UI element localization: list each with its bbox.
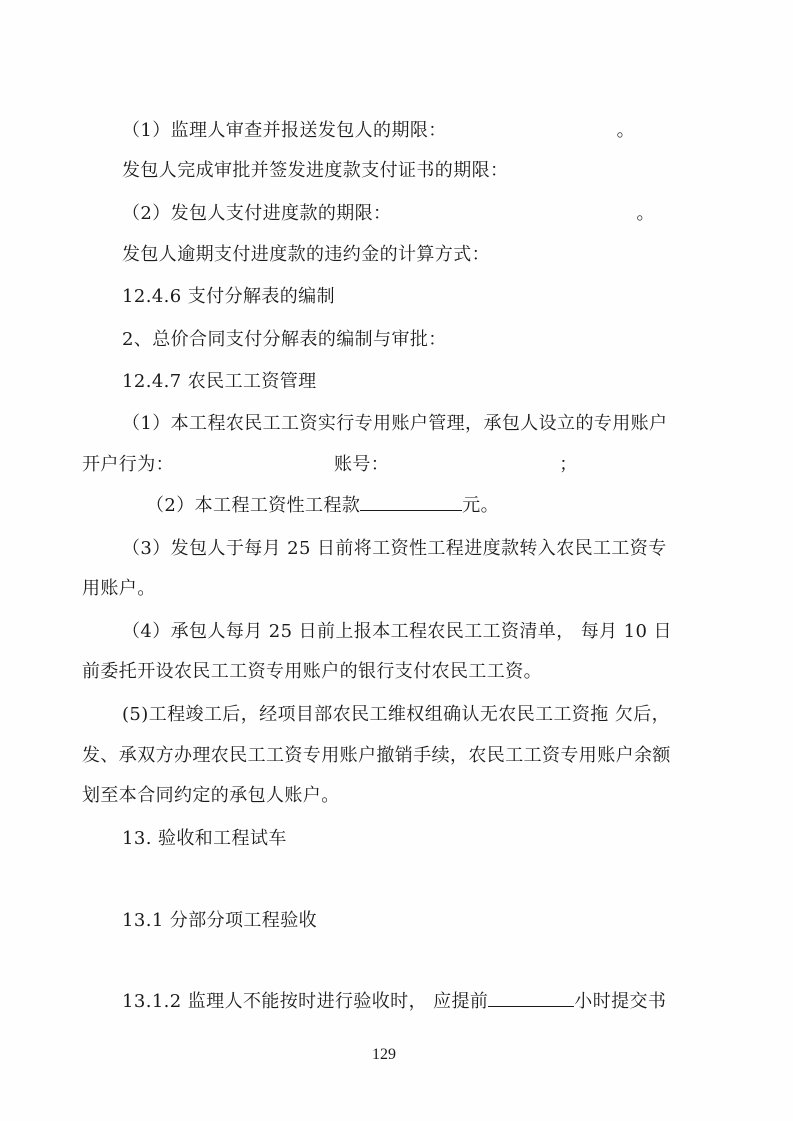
clause-completion-3	[82, 784, 340, 808]
text: 2、总价合同支付分解表的编制与审批：	[122, 329, 447, 350]
heading-13-1	[122, 909, 317, 933]
clause-wage-transfer-1	[122, 537, 667, 561]
clause-payment-deadline	[122, 202, 655, 226]
text: 前委托开设农民工工资专用账户的银行支付农民工工资。	[82, 661, 542, 682]
clause-wage-transfer-2	[82, 577, 156, 601]
clause-wage-list-2	[82, 660, 542, 684]
text: 13.1.2 监理人不能按时进行验收时， 应提前	[122, 991, 489, 1012]
heading-12-4-6	[122, 285, 335, 309]
text: （1）监理人审查并报送发包人的期限：	[122, 120, 447, 141]
clause-wage-amount	[146, 492, 499, 518]
text: (5)工程竣工后，经项目部农民工维权组确认无农民工工资拖 欠后，	[122, 704, 671, 725]
text: 13. 验收和工程试车	[122, 828, 287, 849]
clause-13-1-2	[122, 988, 666, 1014]
text: （2）本工程工资性工程款	[146, 495, 361, 516]
text: ；	[559, 454, 578, 475]
clause-late-penalty	[122, 243, 490, 267]
text: 12.4.6 支付分解表的编制	[122, 286, 335, 307]
text: 账号：	[334, 454, 390, 475]
text: （3）发包人于每月 25 日前将工资性工程进度款转入农民工工资专	[122, 538, 667, 559]
heading-13	[122, 827, 287, 851]
page-number: 129	[372, 1046, 396, 1063]
text: 。	[616, 120, 636, 141]
text: （1）本工程农民工工资实行专用账户管理，承包人设立的专用账户	[122, 413, 668, 434]
text: 小时提交书	[574, 991, 667, 1012]
text: 划至本合同约定的承包人账户。	[82, 785, 340, 806]
clause-lump-sum-schedule	[122, 328, 447, 352]
text: 用账户。	[82, 578, 156, 599]
text: （2）发包人支付进度款的期限：	[122, 203, 392, 224]
clause-bank-account	[82, 453, 578, 477]
clause-wage-list-1	[122, 620, 672, 644]
clause-approval-deadline	[122, 159, 508, 183]
text: 发、承双方办理农民工工资专用账户撤销手续，农民工工资专用账户余额	[82, 745, 671, 766]
clause-supervisor-deadline	[122, 119, 635, 143]
text: （4）承包人每月 25 日前上报本工程农民工工资清单， 每月 10 日	[122, 621, 672, 642]
text: 发包人完成审批并签发进度款支付证书的期限：	[122, 160, 509, 181]
clause-wage-account-1	[122, 412, 667, 436]
text: 12.4.7 农民工工资管理	[122, 371, 317, 392]
amount-blank	[360, 492, 462, 511]
heading-12-4-7	[122, 370, 317, 394]
text: 元。	[462, 495, 500, 516]
clause-completion-1	[122, 703, 670, 727]
hours-blank	[488, 988, 574, 1007]
text: 13.1 分部分项工程验收	[122, 910, 317, 931]
text: 发包人逾期支付进度款的违约金的计算方式：	[122, 244, 490, 265]
text: 。	[636, 203, 655, 224]
clause-completion-2	[82, 744, 671, 768]
text: 开户行为：	[82, 454, 174, 475]
